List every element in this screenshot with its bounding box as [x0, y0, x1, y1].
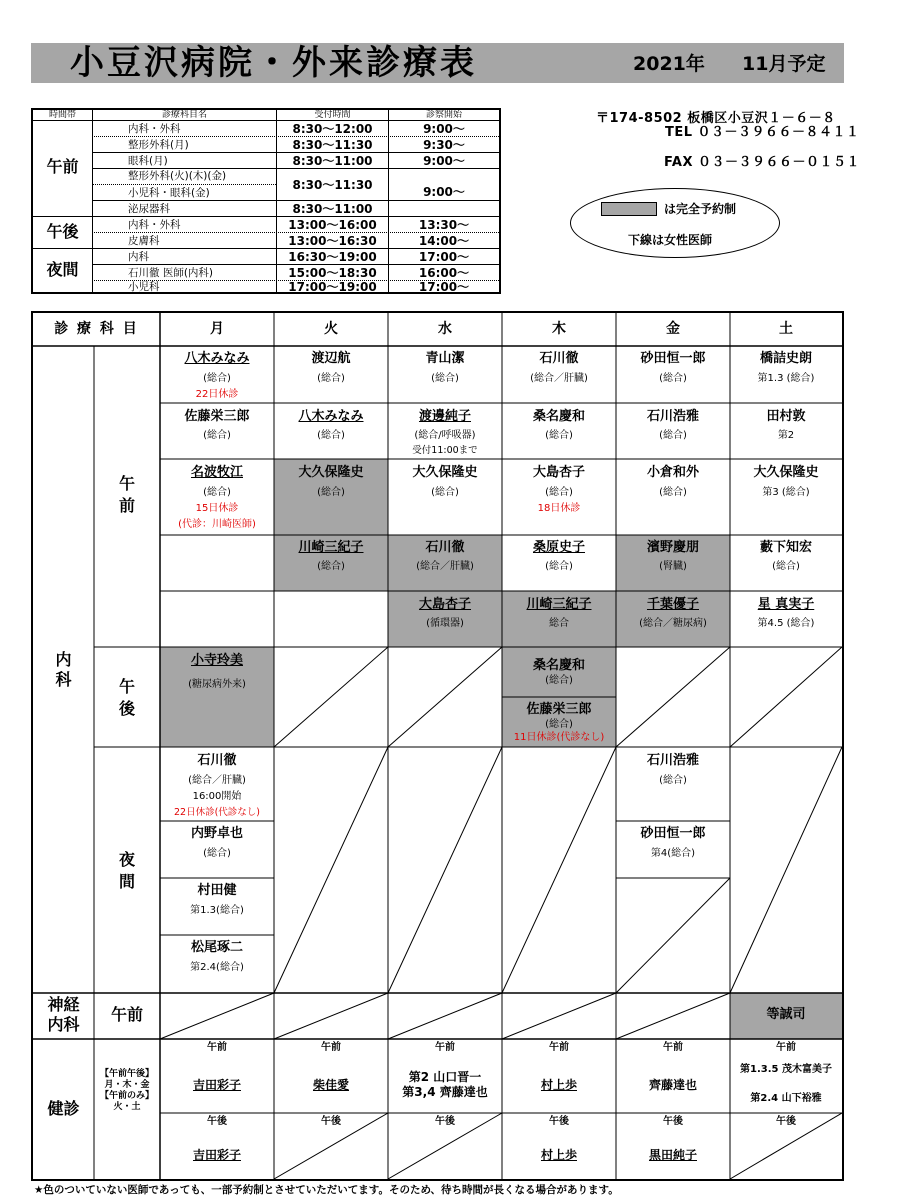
hours-start: 14:00～ [418, 234, 470, 248]
doctor-specialty: (総合) [659, 430, 687, 441]
kenshin-pm-label: 午後 [321, 1116, 341, 1127]
doctor-name: 桑名慶和 [532, 658, 585, 673]
footnote: ★色のついていない医師であっても、一部予約制とさせていただいてます。そのため、待ち時間が長くなる場合があります。 [34, 1184, 619, 1196]
doctor-specialty: (総合／肝臓) [188, 775, 246, 786]
hours-start: 17:00～ [418, 250, 470, 264]
doctor-name: 松尾琢二 [190, 940, 243, 955]
label-evening: 夜 間 [118, 850, 135, 891]
kenshin-am-label: 午前 [663, 1042, 683, 1053]
hours-start: 13:30～ [418, 218, 470, 232]
hours-dept: 小児科 [128, 281, 160, 293]
doctor-specialty: (総合／糖尿病) [639, 618, 707, 629]
doctor-specialty: (総合/呼吸器) [414, 430, 476, 441]
doctor-specialty: (総合) [545, 487, 573, 498]
doctor-specialty: (総合／肝臓) [416, 561, 474, 572]
label-kenshin: 健診 [47, 1099, 80, 1118]
doctor-specialty: (総合) [203, 848, 231, 859]
legend-gray-swatch [601, 202, 657, 216]
kenshin-pm-label: 午後 [663, 1116, 683, 1127]
doctor-specialty: 総合 [549, 618, 569, 629]
hours-reception: 8:30～11:30 [292, 178, 373, 192]
period-evening: 夜間 [46, 260, 79, 279]
address-postal: 〒174-8502 板橋区小豆沢１－６－８ [596, 111, 836, 126]
doctor-name: 橋詰史朗 [759, 351, 812, 366]
doctor-name: 川崎三紀子 [298, 540, 364, 555]
doctor-name: 渡邊純子 [418, 409, 471, 424]
hours-dept: 整形外科(月) [128, 139, 189, 151]
address-fax: FAX ０３－３９６６－０１５１ [664, 155, 860, 170]
doctor-name: 桑名慶和 [532, 409, 585, 424]
hours-start: 17:00～ [418, 280, 470, 294]
doctor-name: 佐藤栄三郎 [184, 409, 250, 424]
hours-reception: 8:30～11:00 [292, 154, 373, 168]
doctor-name: 大久保隆史 [298, 465, 364, 480]
doctor-specialty: (総合) [317, 487, 345, 498]
doctor-name: 名波牧江 [190, 465, 243, 480]
doctor-specialty: (総合) [317, 561, 345, 572]
doctor-name: 石川徹 [539, 351, 579, 366]
doctor-name: 齊藤達也 [648, 1078, 697, 1092]
legend-reserved: は完全予約制 [664, 202, 737, 216]
doctor-name: 渡辺航 [311, 351, 351, 366]
doctor-name: 柴佳愛 [312, 1078, 349, 1092]
doctor-name: 吉田彩子 [192, 1078, 241, 1092]
doctor-name: 第2 山口晋一 [408, 1070, 482, 1084]
doctor-name: 大久保隆史 [412, 465, 478, 480]
header-mon: 月 [210, 321, 224, 337]
doctor-specialty: 第4(総合) [650, 848, 696, 859]
header-department: 診 療 科 目 [54, 321, 139, 337]
hours-dept: 内科・外科 [128, 219, 181, 231]
doctor-specialty: (糖尿病外来) [188, 679, 246, 690]
hours-dept: 内科 [128, 251, 149, 263]
doctor-name: 石川徹 [425, 540, 465, 555]
doctor-specialty: (総合) [317, 373, 345, 384]
doctor-name: 村上歩 [540, 1148, 577, 1162]
doctor-name: 大島杏子 [418, 597, 471, 612]
label-shinkei: 神経 内科 [47, 995, 80, 1034]
header-tue: 火 [324, 321, 338, 337]
hours-header-period: 時間帯 [48, 110, 76, 120]
doctor-name: 川崎三紀子 [526, 597, 592, 612]
doctor-name: 田村敦 [766, 409, 806, 424]
label-shinkei-time: 午前 [110, 1005, 143, 1024]
doctor-specialty: (総合) [431, 373, 459, 384]
doctor-specialty: (総合) [545, 719, 573, 730]
kenshin-pm-label: 午後 [549, 1116, 569, 1127]
doctor-name: 石川浩雅 [646, 409, 699, 424]
header-fri: 金 [666, 321, 680, 337]
year-label: 2021年 [633, 53, 705, 75]
doctor-specialty: (総合) [203, 373, 231, 384]
doctor-name: 内野卓也 [190, 826, 243, 841]
doctor-name: 千葉優子 [646, 597, 699, 612]
doctor-specialty: (総合) [659, 373, 687, 384]
doctor-name: 星 真実子 [757, 597, 815, 612]
doctor-note: (代診：川崎医師) [178, 519, 256, 530]
doctor-specialty: 第2.4(総合) [190, 962, 244, 973]
doctor-name: 村上歩 [540, 1078, 577, 1092]
doctor-name: 桑原史子 [532, 540, 585, 555]
doctor-specialty: (総合) [431, 487, 459, 498]
doctor-specialty: (総合) [317, 430, 345, 441]
hours-dept: 皮膚科 [128, 235, 160, 247]
header-thu: 木 [552, 321, 566, 337]
hours-start: 9:00～ [423, 122, 465, 136]
kenshin-am-label: 午前 [776, 1042, 796, 1053]
doctor-name: 八木みなみ [298, 409, 364, 424]
doctor-name: 黒田純子 [648, 1148, 697, 1162]
doctor-specialty: (循環器) [426, 618, 464, 629]
label-naika: 内 科 [55, 650, 72, 689]
hours-dept: 泌尿器科 [128, 203, 170, 215]
hours-dept: 眼科(月) [128, 155, 168, 167]
header-wed: 水 [438, 321, 452, 337]
doctor-note: 15日休診 [195, 503, 239, 514]
address-tel: TEL ０３－３９６６－８４１１ [665, 125, 860, 140]
schedule-table [31, 311, 844, 1181]
kenshin-am-label: 午前 [435, 1042, 455, 1053]
doctor-name: 青山潔 [425, 351, 465, 366]
hours-start: 16:00～ [418, 266, 470, 280]
doctor-name: 砂田恒一郎 [640, 351, 706, 366]
hours-table [31, 108, 501, 294]
doctor-note: 22日休診 [195, 389, 239, 400]
doctor-name: 藪下知宏 [759, 540, 812, 555]
doctor-specialty: 第1.3(総合) [190, 905, 244, 916]
doctor-name: 小寺玲美 [190, 653, 243, 668]
doctor-specialty: (総合) [772, 561, 800, 572]
hours-reception: 17:00～19:00 [288, 280, 377, 294]
doctor-specialty: 第2 [777, 430, 795, 441]
doctor-specialty: 第3 (総合) [762, 487, 810, 498]
hours-reception: 13:00～16:00 [288, 218, 377, 232]
doctor-note: 16:00開始 [192, 791, 242, 802]
month-label: 11月予定 [742, 53, 826, 75]
doctor-specialty: (総合) [203, 487, 231, 498]
doctor-specialty: 第1.3 (総合) [757, 373, 815, 384]
doctor-specialty: (総合) [203, 430, 231, 441]
doctor-note: 18日休診 [537, 503, 581, 514]
period-afternoon: 午後 [46, 222, 79, 241]
hours-reception: 16:30～19:00 [288, 250, 377, 264]
doctor-name: 小倉和外 [646, 465, 699, 480]
label-kenshin-note: 【午前午後】 月・木・金 【午前のみ】 火・土 [99, 1069, 154, 1112]
doctor-name: 第2.4 山下裕雅 [750, 1093, 822, 1104]
hours-dept: 整形外科(火)(木)(金) [128, 170, 227, 182]
doctor-name: 濱野慶朋 [646, 540, 699, 555]
doctor-specialty: (総合) [659, 487, 687, 498]
doctor-name: 石川徹 [197, 753, 237, 768]
kenshin-pm-label: 午後 [776, 1116, 796, 1127]
hours-dept: 内科・外科 [128, 123, 181, 135]
hours-dept: 小児科・眼科(金) [128, 187, 210, 199]
doctor-name: 大久保隆史 [753, 465, 819, 480]
doctor-specialty: 第4.5 (総合) [757, 618, 815, 629]
hours-reception: 13:00～16:30 [288, 234, 377, 248]
hours-start: 9:30～ [423, 138, 465, 152]
doctor-name: 八木みなみ [184, 351, 250, 366]
kenshin-pm-label: 午後 [207, 1116, 227, 1127]
kenshin-am-label: 午前 [549, 1042, 569, 1053]
kenshin-am-label: 午前 [321, 1042, 341, 1053]
hours-start: 9:00～ [423, 154, 465, 168]
kenshin-am-label: 午前 [207, 1042, 227, 1053]
header-sat: 土 [779, 321, 793, 337]
doctor-name: 石川浩雅 [646, 753, 699, 768]
page-title: 小豆沢病院・外来診療表 [70, 43, 477, 83]
doctor-specialty: (腎臓) [659, 561, 687, 572]
hours-start: 9:00～ [423, 185, 465, 199]
hours-reception: 8:30～11:30 [292, 138, 373, 152]
doctor-name: 等誠司 [766, 1007, 806, 1022]
period-morning: 午前 [46, 157, 79, 176]
hours-dept: 石川徹 医師(内科) [128, 267, 214, 279]
legend-underline: 下線は女性医師 [628, 233, 713, 247]
doctor-note: 22日休診(代診なし) [173, 807, 260, 818]
doctor-specialty: (総合) [545, 561, 573, 572]
doctor-name: 村田健 [197, 883, 237, 898]
doctor-name: 第1.3.5 茂木富美子 [740, 1064, 832, 1075]
label-afternoon: 午 後 [118, 677, 135, 718]
doctor-specialty: (総合) [659, 775, 687, 786]
label-morning: 午 前 [118, 474, 135, 515]
doctor-note: 11日休診(代診なし) [513, 732, 605, 743]
hours-header-dept: 診療科目名 [161, 110, 207, 120]
doctor-specialty: (総合) [545, 430, 573, 441]
doctor-name: 第3,4 齊藤達也 [402, 1085, 488, 1099]
hours-reception: 8:30～12:00 [292, 122, 373, 136]
doctor-name: 大島杏子 [532, 465, 585, 480]
doctor-specialty: (総合) [545, 675, 573, 686]
doctor-name: 吉田彩子 [192, 1148, 241, 1162]
hours-reception: 8:30～11:00 [292, 202, 373, 216]
doctor-name: 砂田恒一郎 [640, 826, 706, 841]
doctor-note: 受付11:00まで [412, 445, 478, 456]
doctor-name: 佐藤栄三郎 [526, 702, 592, 717]
doctor-specialty: (総合／肝臓) [530, 373, 588, 384]
hours-reception: 15:00～18:30 [288, 266, 377, 280]
hours-header-reception: 受付時間 [314, 110, 351, 120]
hours-header-start: 診察開始 [425, 110, 462, 120]
kenshin-pm-label: 午後 [435, 1116, 455, 1127]
